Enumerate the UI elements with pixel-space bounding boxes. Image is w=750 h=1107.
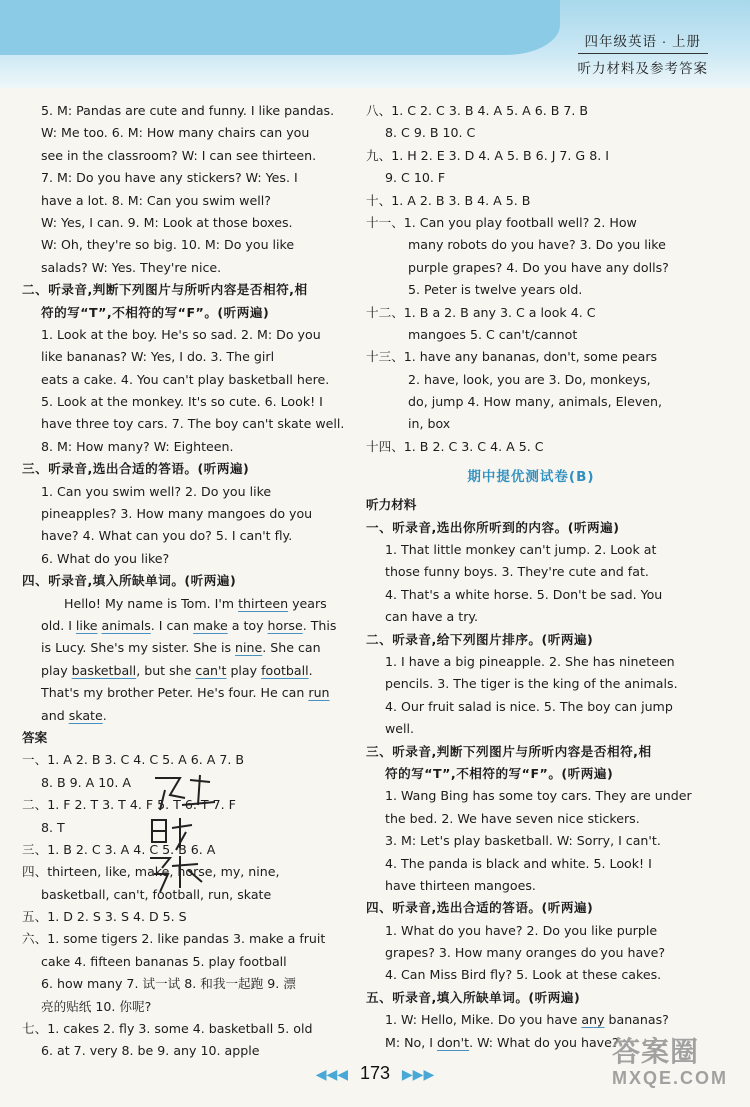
answer-line: 8. C 9. B 10. C	[385, 125, 476, 141]
text: . W: What do you have?	[469, 1034, 619, 1050]
answer-line: 一、1. A 2. B 3. C 4. C 5. A 6. A 7. B	[22, 752, 245, 768]
book-subtitle: 听力材料及参考答案	[577, 61, 708, 76]
text-line: pineapples? 3. How many mangoes do you	[41, 506, 313, 522]
text-line: have three toy cars. 7. The boy can't skate well.	[41, 416, 345, 432]
answer-line: 亮的贴纸 10. 你呢?	[41, 998, 152, 1014]
answer-line: 八、1. C 2. C 3. B 4. A 5. A 6. B 7. B	[366, 103, 589, 118]
section-heading: 符的写“T”,不相符的写“F”。(听两遍)	[41, 304, 270, 320]
right-column	[366, 100, 696, 1054]
answers-heading: 答案	[22, 729, 48, 745]
passage-line	[22, 637, 352, 659]
answer-line: 十二、1. B a 2. B any 3. C a look 4. C	[366, 304, 596, 320]
text-line: 4. Our fruit salad is nice. 5. The boy can jump	[385, 698, 673, 714]
text-line: salads? W: Yes. They're nice.	[41, 259, 222, 275]
text-line: 4. That's a white horse. 5. Don't be sad. You	[385, 586, 663, 602]
text: and	[41, 707, 69, 723]
passage-line	[22, 682, 352, 704]
text-line: the bed. 2. We have seven nice stickers.	[385, 810, 640, 826]
text: .	[102, 707, 107, 723]
filled-blank: horse	[267, 617, 303, 633]
text: is Lucy. She's my sister. She is	[41, 640, 236, 656]
text-line: 4. Can Miss Bird fly? 5. Look at these cakes.	[385, 967, 662, 983]
filled-blank: skate	[68, 707, 103, 723]
answer-line: 9. C 10. F	[385, 170, 446, 186]
text-line: grapes? 3. How many oranges do you have?	[385, 945, 666, 961]
text-line: 1. That little monkey can't jump. 2. Look at	[385, 542, 657, 558]
exam-section-title: 期中提优测试卷(B)	[467, 469, 595, 486]
text-line: 4. The panda is black and white. 5. Look! I	[385, 855, 652, 871]
site-watermark	[612, 1030, 744, 1102]
text-line: 1. I have a big pineapple. 2. She has nineteen	[385, 653, 675, 669]
text-line: pencils. 3. The tiger is the king of the animals.	[385, 676, 678, 692]
text-line: 5. M: Pandas are cute and funny. I like pandas.	[41, 103, 335, 118]
answer-line: 8. T	[41, 819, 65, 835]
filled-blank: football	[261, 662, 309, 678]
answer-line: 五、1. D 2. S 3. S 4. D 5. S	[22, 909, 187, 925]
section-heading: 三、听录音,选出合适的答语。(听两遍)	[22, 461, 250, 477]
answer-line: 七、1. cakes 2. fly 3. some 4. basketball 5. old	[22, 1021, 313, 1037]
filled-blank: can't	[195, 662, 227, 678]
section-heading: 五、听录音,填入所缺单词。(听两遍)	[366, 989, 581, 1005]
answer-line: 四、thirteen, like, make, horse, my, nine,	[22, 864, 280, 880]
answer-line: 十三、1. have any bananas, don't, some pears	[366, 349, 658, 365]
text-line: have a lot. 8. M: Can you swim well?	[41, 192, 271, 208]
answer-line: 十四、1. B 2. C 3. C 4. A 5. C	[366, 438, 544, 454]
answer-line: cake 4. fifteen bananas 5. play football	[41, 953, 287, 969]
text: a toy	[227, 617, 268, 633]
text: That's my brother Peter. He's four. He can	[41, 685, 309, 701]
answer-line: 三、1. B 2. C 3. A 4. C 5. B 6. A	[22, 841, 216, 857]
book-title: 四年级英语 · 上册	[578, 30, 709, 54]
material-heading: 听力材料	[366, 497, 417, 513]
watermark-url: MXQE.COM	[612, 1068, 729, 1088]
answer-line: basketball, can't, football, run, skate	[41, 886, 272, 902]
text-line: 3. M: Let's play basketball. W: Sorry, I can't.	[385, 833, 661, 849]
text-line: W: Oh, they're so big. 10. M: Do you like	[41, 237, 295, 253]
text-line: W: Me too. 6. M: How many chairs can you	[41, 125, 310, 141]
text-line: like bananas? W: Yes, I do. 3. The girl	[41, 349, 275, 365]
text-line: well.	[385, 721, 415, 737]
running-header	[578, 30, 709, 77]
text-line: 1. Wang Bing has some toy cars. They are under	[385, 788, 692, 804]
text-line: have? 4. What can you do? 5. I can't fly.	[41, 528, 293, 544]
text-line: those funny boys. 3. They're cute and fat.	[385, 564, 649, 580]
filled-blank: don't	[436, 1034, 470, 1050]
text: . This	[302, 617, 337, 633]
answer-line: in, box	[408, 416, 451, 432]
text-line: 1. What do you have? 2. Do you like purple	[385, 922, 658, 938]
text-line: W: Yes, I can. 9. M: Look at those boxes.	[41, 214, 293, 230]
passage-line	[366, 1009, 696, 1031]
section-heading: 二、听录音,判断下列图片与所听内容是否相符,相	[22, 282, 308, 298]
filled-blank: make	[193, 617, 228, 633]
text-line: have thirteen mangoes.	[385, 877, 536, 893]
section-heading: 四、听录音,填入所缺单词。(听两遍)	[22, 573, 237, 589]
prev-arrows-icon: ◀◀◀	[315, 1066, 349, 1082]
filled-blank: animals	[101, 617, 151, 633]
answer-line: 二、1. F 2. T 3. T 4. F 5. T 6. T 7. F	[22, 797, 236, 813]
filled-blank: run	[308, 685, 330, 701]
left-column	[22, 100, 352, 1063]
answer-line: many robots do you have? 3. Do you like	[408, 237, 666, 253]
text-line: eats a cake. 4. You can't play basketball here.	[41, 371, 330, 387]
filled-blank: any	[581, 1012, 605, 1028]
section-heading: 符的写“T”,不相符的写“F”。(听两遍)	[385, 765, 614, 781]
section-heading: 四、听录音,选出合适的答语。(听两遍)	[366, 900, 594, 916]
text: .	[308, 662, 313, 678]
passage-line	[22, 705, 352, 727]
answer-line: 8. B 9. A 10. A	[41, 774, 131, 790]
passage-line	[22, 660, 352, 682]
filled-blank: thirteen	[238, 595, 289, 611]
filled-blank: basketball	[71, 662, 137, 678]
answer-line: 6. how many 7. 试一试 8. 和我一起跑 9. 漂	[41, 976, 296, 992]
text: 1. W: Hello, Mike. Do you have	[385, 1012, 582, 1028]
text-line: 5. Look at the monkey. It's so cute. 6. Look! I	[41, 394, 323, 410]
answer-line: do, jump 4. How many, animals, Eleven,	[408, 394, 663, 410]
text: old. I	[41, 617, 76, 633]
section-heading: 三、听录音,判断下列图片与所听内容是否相符,相	[366, 743, 652, 759]
text-line: 1. Can you swim well? 2. Do you like	[41, 483, 272, 499]
handwriting-scribble	[140, 770, 230, 900]
filled-blank: nine	[235, 640, 263, 656]
answer-line: 六、1. some tigers 2. like pandas 3. make a fruit	[22, 931, 326, 947]
passage-line	[22, 593, 352, 615]
answer-line: 6. at 7. very 8. be 9. any 10. apple	[41, 1043, 260, 1059]
text-line: 8. M: How many? W: Eighteen.	[41, 438, 234, 454]
text-line: 7. M: Do you have any stickers? W: Yes. I	[41, 170, 298, 186]
text: years	[288, 595, 327, 611]
answer-line: 十一、1. Can you play football well? 2. How	[366, 214, 637, 230]
answer-line: mangoes 5. C can't/cannot	[408, 326, 578, 342]
answer-line: 十、1. A 2. B 3. B 4. A 5. B	[366, 192, 531, 208]
section-heading: 一、听录音,选出你所听到的内容。(听两遍)	[366, 519, 620, 535]
watermark-logo-text: 答案圈	[612, 1036, 700, 1067]
text: . She can	[262, 640, 321, 656]
answer-line: purple grapes? 4. Do you have any dolls?	[408, 259, 669, 275]
filled-blank: like	[75, 617, 98, 633]
text-line: see in the classroom? W: I can see thirteen.	[41, 147, 317, 163]
text-line: can have a try.	[385, 609, 479, 625]
text: play	[41, 662, 72, 678]
next-arrows-icon: ▶▶▶	[401, 1066, 435, 1082]
page-number: 173	[359, 1063, 391, 1083]
text: M: No, I	[385, 1034, 437, 1050]
text: Hello! My name is Tom. I'm	[64, 595, 239, 611]
text: play	[226, 662, 262, 678]
text: . I can	[150, 617, 194, 633]
answer-line: 2. have, look, you are 3. Do, monkeys,	[408, 371, 651, 387]
text: bananas?	[604, 1012, 669, 1028]
answer-line: 5. Peter is twelve years old.	[408, 282, 583, 298]
passage-line	[22, 615, 352, 637]
answer-line: 九、1. H 2. E 3. D 4. A 5. B 6. J 7. G 8. I	[366, 147, 609, 163]
text-line: 1. Look at the boy. He's so sad. 2. M: Do you	[41, 326, 321, 342]
section-heading: 二、听录音,给下列图片排序。(听两遍)	[366, 631, 594, 647]
text: , but she	[136, 662, 196, 678]
text-line: 6. What do you like?	[41, 550, 170, 566]
